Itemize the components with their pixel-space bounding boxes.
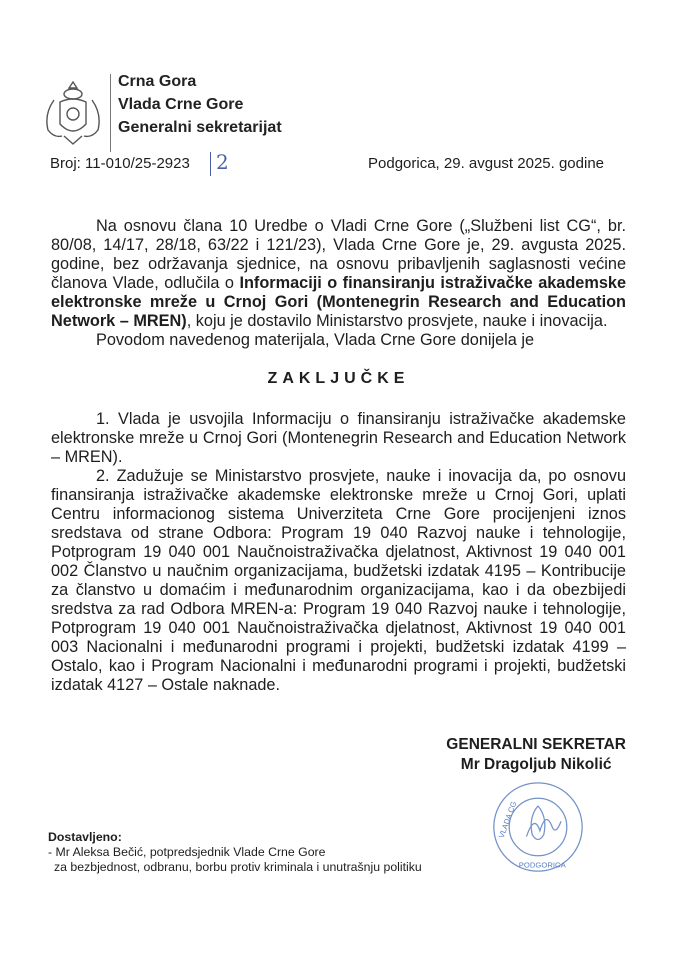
intro-section [51,217,626,350]
document-body [48,217,626,875]
intro-paragraph-2: Povodom navedenog materijala, Vlada Crne Gore donijela je [96,331,535,349]
conclusion-item: 2. Zadužuje se Ministarstvo prosvjete, nauke i inovacija da, po osnovu finansiranja istraživačke akademske elektronske mreže u Crnoj Gori, uplati Centru informacionog sistema Univerziteta Crne Gore procijenjeni iznos sredstava od strane Odbora: Program 19 040 Razvoj nauke i tehnologije, Potprogram 19 040 001 Naučnoistraživačka djelatnost, Aktivnost 19 040 001 002 Članstvo u naučnim organizacijama, budžetski izdatak 4195 – Kontribucije za članstvo u domaćim i međunarodnim organizacijama, kao i da obezbijedi sredstva za rad Odbora MREN-a: Program 19 040 Razvoj nauke i tehnologije, Potprogram 19 040 001 Naučnoistraživačka djelatnost, Aktivnost 19 040 001 003 Nacionalni i međunarodni programi i projekti, budžetski izdatak 4199 – Ostalo, kao i Program Nacionalni i međunarodni programi i projekti, budžetski izdatak 4127 – Ostale naknade. [51,467,626,694]
distribution-recipient-role: za bezbjednost, odbranu, borbu protiv kriminala i unutrašnju politiku [54,860,422,874]
header-divider [110,74,111,152]
intro-text: Na osnovu člana 10 Uredbe o Vladi Crne Gore („Službeni list CG“, br. 80/08, 14/17, 28/18, 63/22 i 121/23), Vlada Crne Gore je, 29. avgusta 2025. godine, bez održavanja sjednice, na osnovu pribavljenih saglasnosti većine članova Vlade, odlučila o [51,217,626,292]
intro-subject: Informaciji o finansiranju istraživačke akademske elektronske mreže u Crnoj Gori (Montenegrin Research and Education Network – MREN) [51,274,626,330]
signature-block [446,735,626,775]
section-title: ZAKLJUČKE [267,370,410,387]
header-country: Crna Gora [118,73,197,90]
coat-of-arms-logo [42,78,104,148]
official-stamp [490,779,586,875]
handwritten-stroke [210,152,211,176]
header-secretariat: Generalni sekretarijat [118,119,282,136]
intro-text-end: , koju je dostavilo Ministarstvo prosvjete, nauke i inovacija. [186,312,608,330]
stamp-text-bottom: PODGORICA [518,860,566,870]
stamp-text-top: VLADA CG [496,800,519,840]
signature-row [51,735,626,775]
distribution-block [48,830,422,875]
header-government: Vlada Crne Gore [118,96,244,113]
signatory-title: GENERALNI SEKRETAR [446,736,626,753]
signatory-name: Mr Dragoljub Nikolić [460,756,612,773]
distribution-recipient: - Mr Aleksa Bečić, potpredsjednik Vlade Crne Gore [48,845,326,859]
conclusion-item: 1. Vlada je usvojila Informaciju o finansiranju istraživačke akademske elektronske mreže u Crnoj Gori (Montenegrin Research and Education Network – MREN). [51,410,626,466]
handwritten-mark: 2 [216,150,229,174]
distribution-heading: Dostavljeno: [48,830,122,844]
conclusions-list [51,410,626,695]
document-number: Broj: 11-010/25-2923 [50,155,190,172]
intro-paragraph [51,217,626,331]
lower-row [48,779,626,875]
issuer-header [118,70,282,139]
place-date: Podgorica, 29. avgust 2025. godine [368,155,605,172]
